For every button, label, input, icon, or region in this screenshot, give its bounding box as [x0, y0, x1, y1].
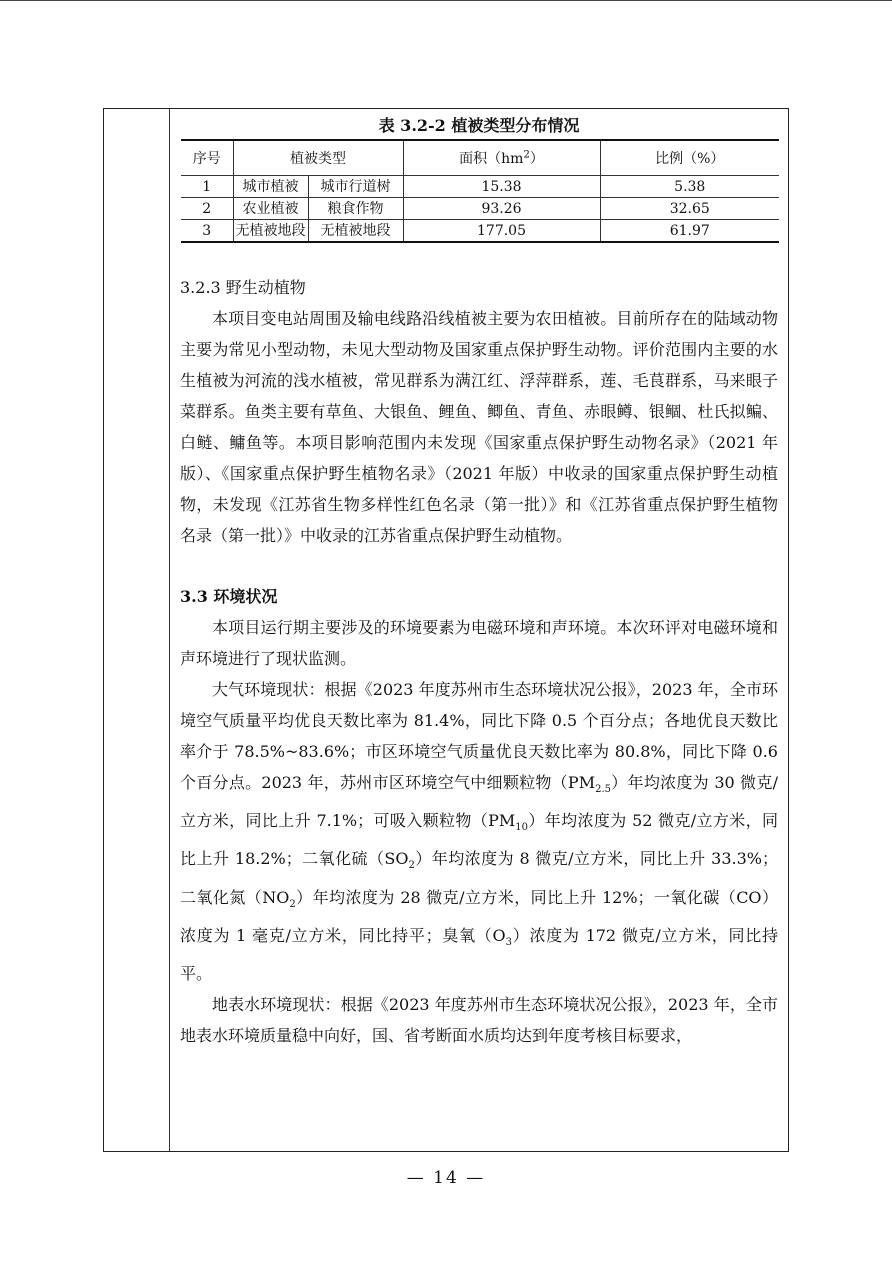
top-border	[0, 0, 892, 1]
table-row	[181, 220, 779, 243]
row-subtype: 无植被地段	[308, 220, 403, 243]
row-index: 2	[181, 198, 233, 220]
page-frame	[103, 108, 789, 1152]
table-header-row	[181, 140, 779, 176]
section-3-3	[180, 581, 778, 1051]
row-area: 93.26	[403, 198, 600, 220]
header-ratio: 比例（%）	[600, 140, 779, 176]
row-index: 3	[181, 220, 233, 243]
surface-water-paragraph: 地表水环境现状：根据《2023 年度苏州市生态环境状况公报》，2023 年，全市地表水环境质量稳中向好，国、省考断面水质均达到年度考核目标要求，	[180, 994, 778, 1045]
row-category: 农业植被	[233, 198, 308, 220]
row-subtype: 城市行道树	[308, 176, 403, 198]
vegetation-table	[181, 139, 779, 243]
section-3-2-3	[180, 272, 778, 551]
paragraph: 本项目变电站周围及输电线路沿线植被主要为农田植被。目前所存在的陆域动物主要为常见小型动物，未见大型动物及国家重点保护野生动物。评价范围内主要的水生植被为河流的浅水植被，常见群系为满江红、浮萍群系，莲、毛茛群系，马来眼子菜群系。鱼类主要有草鱼、大银鱼、鲤鱼、鲫鱼、青鱼、赤眼鳟、银鲴、杜氏拟鳊、白鲢、鳙鱼等。本项目影响范围内未发现《国家重点保护野生动物名录》（2021 年版）、《国家重点保护野生植物名录》（2021 年版）中收录的国家重点保护野生动植物，未发现《江苏省生物多样性红色名录（第一批）》和《江苏省重点保护野生植物名录（第一批）》中收录的江苏省重点保护野生动植物。	[180, 309, 778, 545]
row-index: 1	[181, 176, 233, 198]
row-ratio: 5.38	[600, 176, 779, 198]
row-category: 城市植被	[233, 176, 308, 198]
air-quality-paragraph: 大气环境现状：根据《2023 年度苏州市生态环境状况公报》，2023 年，全市环境空气质量平均优良天数比率为 81.4%，同比下降 0.5 个百分点；各地优良天数比率介于 78.5%~83.6%；市区环境空气质量优良天数比率为 80.8%，同比下降 0.6 个百分点。2023 年，苏州市区环境空气中细颗粒物$(PM_{2.5})$年均浓度为 30 微克/立方米，同比上升 7.1%；可吸入颗粒物$(PM_{10})$年均浓度为 52 微克/立方米，同比上升 18.2%；二氧化硫$(SO_2)$年均浓度为 8 微克/立方米，同比上升 33.3%；二氧化氮$(NO_2)$年均浓度为 28 微克/立方米，同比上升 12%；一氧化碳（CO）浓度为 1 毫克/立方米，同比持平；臭氧$(O_3)$浓度为 172 微克/立方米，同比持平。	[180, 680, 778, 983]
section-heading: 3.3 环境状况	[180, 587, 278, 606]
paragraph: 本项目运行期主要涉及的环境要素为电磁环境和声环境。本次环评对电磁环境和声环境进行了现状监测。	[180, 618, 778, 668]
row-area: 177.05	[403, 220, 600, 243]
header-index: 序号	[181, 140, 233, 176]
header-type: 植被类型	[233, 140, 403, 176]
page-number: — 14 —	[406, 1168, 486, 1188]
row-ratio: 61.97	[600, 220, 779, 243]
left-column	[104, 109, 170, 1151]
content-area	[170, 109, 788, 1151]
row-area: 15.38	[403, 176, 600, 198]
header-area: 面积$(hm^2)$	[403, 140, 600, 176]
row-subtype: 粮食作物	[308, 198, 403, 220]
table-row	[181, 176, 779, 198]
section-heading: 3.2.3 野生动植物	[180, 278, 306, 297]
row-category: 无植被地段	[233, 220, 308, 243]
table-row	[181, 198, 779, 220]
table-title: 表 3.2-2 植被类型分布情况	[378, 116, 580, 135]
row-ratio: 32.65	[600, 198, 779, 220]
